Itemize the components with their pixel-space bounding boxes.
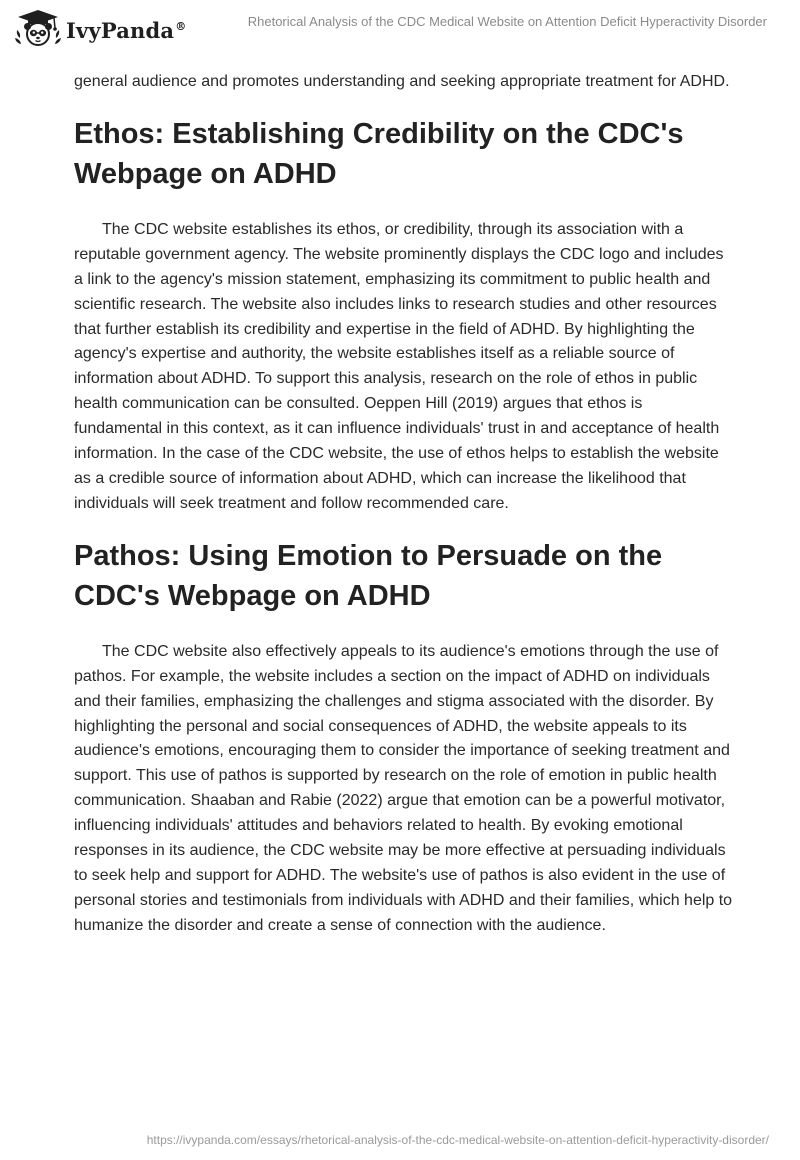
ivypanda-logo[interactable] xyxy=(14,8,186,48)
source-url[interactable]: https://ivypanda.com/essays/rhetorical-analysis-of-the-cdc-medical-website-on-attention-deficit-hyperactivity-disorder/ xyxy=(146,1133,769,1147)
panda-graduate-icon xyxy=(14,8,62,48)
pathos-paragraph: The CDC website also effectively appeals to its audience's emotions through the use of pathos. For example, the website includes a section on the impact of ADHD on individuals and their families, emphasizing the challenges and stigma associated with the disorder. By highlighting the personal and social consequences of ADHD, the website appeals to its audience's emotions, encouraging them to consider the importance of seeking treatment and support. This use of pathos is supported by research on the role of emotion in public health communication. Shaaban and Rabie (2022) argue that emotion can be a powerful motivator, influencing individuals' attitudes and behaviors related to health. By evoking emotional responses in its audience, the CDC website may be more effective at persuading individuals to seek help and support for ADHD. The website's use of pathos is also evident in the use of personal stories and testimonials from individuals with ADHD and their families, which help to humanize the disorder and create a sense of connection with the audience. xyxy=(74,642,733,934)
essay-content xyxy=(74,70,734,939)
registered-mark: ® xyxy=(175,19,187,33)
brand-text: IvyPanda xyxy=(66,17,175,43)
brand-name xyxy=(66,18,186,43)
document-title: Rhetorical Analysis of the CDC Medical Website on Attention Deficit Hyperactivity Disorder xyxy=(247,14,767,29)
ethos-paragraph: The CDC website establishes its ethos, or credibility, through its association with a reputable government agency. The website prominently displays the CDC logo and includes a link to the agency's mission statement, emphasizing its commitment to public health and scientific research. The website also includes links to research studies and other resources that further establish its credibility and expertise in the field of ADHD. By highlighting the agency's expertise and authority, the website establishes itself as a reliable source of information about ADHD. To support this analysis, research on the role of ethos in public health communication can be consulted. Oeppen Hill (2019) argues that ethos is fundamental in this context, as it can influence individuals' trust in and acceptance of health information. In the case of the CDC website, the use of ethos helps to establish the website as a credible source of information about ADHD, which can increase the likelihood that individuals will seek treatment and follow recommended care. xyxy=(74,220,724,512)
pathos-heading: Pathos: Using Emotion to Persuade on the CDC's Webpage on ADHD xyxy=(74,539,663,612)
intro-paragraph: general audience and promotes understanding and seeking appropriate treatment for ADHD. xyxy=(74,73,730,90)
page-header xyxy=(0,0,800,52)
ethos-heading: Ethos: Establishing Credibility on the CDC's Webpage on ADHD xyxy=(74,117,684,190)
